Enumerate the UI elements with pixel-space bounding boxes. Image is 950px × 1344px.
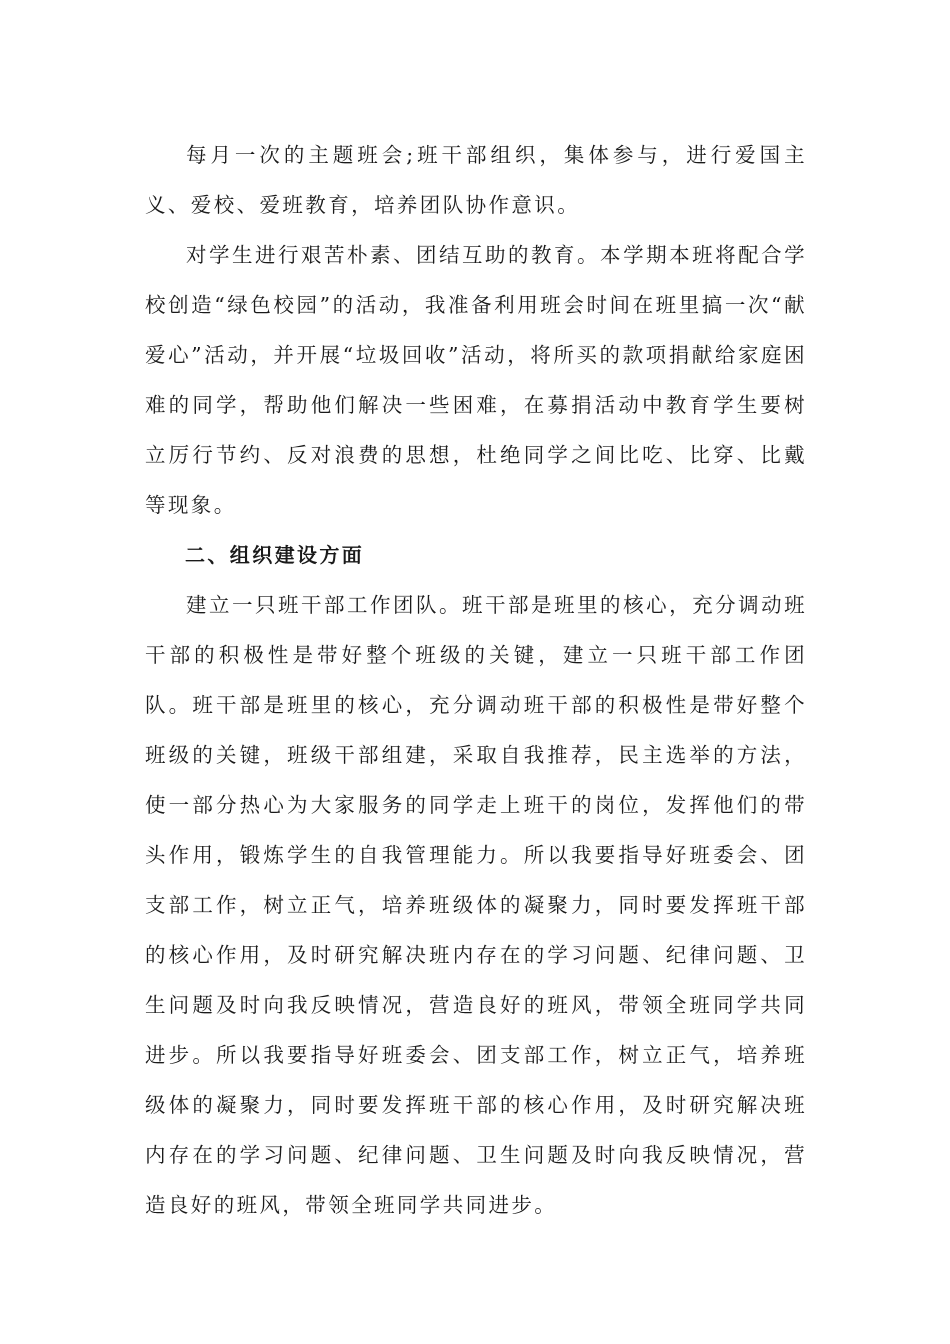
section-heading: 二、组织建设方面 <box>185 543 365 567</box>
paragraph-class-committee: 建立一只班干部工作团队。班干部是班里的核心，充分调动班干部的积极性是带好整个班级的关键，建立一只班干部工作团队。班干部是班里的核心，充分调动班干部的积极性是带好整个班级的关键，班级干部组建，采取自我推荐，民主选举的方法，使一部分热心为大家服务的同学走上班干的岗位，发挥他们的带头作用，锻炼学生的自我管理能力。所以我要指导好班委会、团支部工作，树立正气，培养班级体的凝聚力，同时要发挥班干部的核心作用，及时研究解决班内存在的学习问题、纪律问题、卫生问题及时向我反映情况，营造良好的班风，带领全班同学共同进步。所以我要指导好班委会、团支部工作，树立正气，培养班级体的凝聚力，同时要发挥班干部的核心作用，及时研究解决班内存在的学习问题、纪律问题、卫生问题及时向我反映情况，营造良好的班风，带领全班同学共同进步。 <box>145 593 807 1217</box>
paragraph-frugality-education: 对学生进行艰苦朴素、团结互助的教育。本学期本班将配合学校创造“绿色校园”的活动，我准备利用班会时间在班里搞一次“献爱心”活动，并开展“垃圾回收”活动，将所买的款项捐献给家庭困难的同学，帮助他们解决一些困难，在募捐活动中教育学生要树立厉行节约、反对浪费的思想，杜绝同学之间比吃、比穿、比戴等现象。 <box>145 243 807 517</box>
paragraph-theme-meeting: 每月一次的主题班会;班干部组织，集体参与，进行爱国主义、爱校、爱班教育，培养团队协作意识。 <box>145 143 807 217</box>
document-body <box>145 130 807 1230</box>
